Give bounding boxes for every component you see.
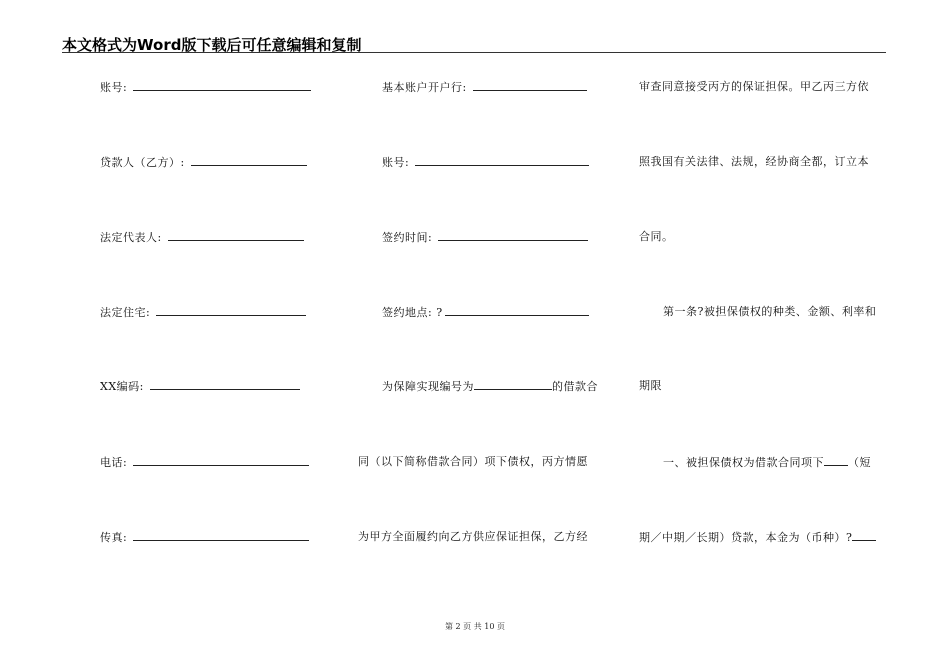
text-segment: 的借款合 xyxy=(552,380,598,393)
field-sign-time xyxy=(382,230,588,245)
text-segment: 同（以下简称借款合同）项下债权，丙方情愿 xyxy=(358,455,588,468)
field-label: 法定住宅: xyxy=(100,306,151,319)
page-number: 第 2 页 共 10 页 xyxy=(445,622,505,631)
text-line xyxy=(639,155,869,169)
field-label: 签约时间: xyxy=(382,231,433,244)
fill-blank xyxy=(852,530,876,541)
text-segment: 一、被担保债权为借款合同项下 xyxy=(663,456,824,469)
text-segment: 审查同意接受丙方的保证担保。甲乙丙三方依 xyxy=(639,80,869,93)
text-line xyxy=(639,230,674,244)
fill-blank xyxy=(415,155,589,166)
field-label: 签约地点: ? xyxy=(382,306,443,319)
text-segment: （短 xyxy=(848,456,871,469)
field-fax xyxy=(100,530,309,545)
text-line xyxy=(639,530,876,545)
field-account xyxy=(100,80,311,95)
text-line xyxy=(663,455,871,470)
field-legal-rep xyxy=(100,230,304,245)
field-legal-address xyxy=(100,305,306,320)
text-segment: 为保障实现编号为 xyxy=(382,380,474,393)
page-footer xyxy=(0,621,950,632)
field-sign-place xyxy=(382,305,589,320)
document-header xyxy=(62,34,886,54)
fill-blank xyxy=(133,530,309,541)
header-rule xyxy=(62,52,886,53)
fill-blank xyxy=(168,230,304,241)
field-label: 电话: xyxy=(100,456,128,469)
field-label: 贷款人（乙方）: xyxy=(100,156,185,169)
text-segment: 为甲方全面履约向乙方供应保证担保，乙方经 xyxy=(358,530,588,543)
text-segment: 第一条?被担保债权的种类、金额、利率和 xyxy=(663,305,877,318)
field-lender xyxy=(100,155,307,170)
section-heading xyxy=(663,305,876,319)
field-label: 基本账户开户行: xyxy=(382,81,467,94)
text-segment: 期／中期／长期）贷款，本金为（币种）? xyxy=(639,531,853,544)
text-line xyxy=(382,379,598,394)
fill-blank xyxy=(156,305,306,316)
fill-blank xyxy=(191,155,307,166)
field-label: 账号: xyxy=(100,81,128,94)
field-label: XX编码: xyxy=(100,380,144,393)
text-segment: 照我国有关法律、法规，经协商全都，订立本 xyxy=(639,155,869,168)
field-account-2 xyxy=(382,155,589,170)
fill-blank xyxy=(473,80,587,91)
header-title: 本文格式为Word版下载后可任意编辑和复制 xyxy=(62,36,362,54)
fill-blank xyxy=(445,305,589,316)
field-postcode xyxy=(100,379,300,394)
text-segment: 期限 xyxy=(639,379,662,392)
fill-blank xyxy=(150,379,300,390)
field-label: 法定代表人: xyxy=(100,231,162,244)
text-line xyxy=(639,80,869,94)
fill-blank xyxy=(824,455,848,466)
fill-blank xyxy=(474,379,552,390)
field-phone xyxy=(100,455,309,470)
fill-blank xyxy=(133,455,309,466)
field-label: 账号: xyxy=(382,156,410,169)
text-segment: 合同。 xyxy=(639,230,674,243)
text-line xyxy=(358,530,588,544)
text-line xyxy=(358,455,588,469)
field-label: 传真: xyxy=(100,531,128,544)
text-line xyxy=(639,379,662,393)
fill-blank xyxy=(133,80,311,91)
field-bank xyxy=(382,80,587,95)
fill-blank xyxy=(438,230,588,241)
